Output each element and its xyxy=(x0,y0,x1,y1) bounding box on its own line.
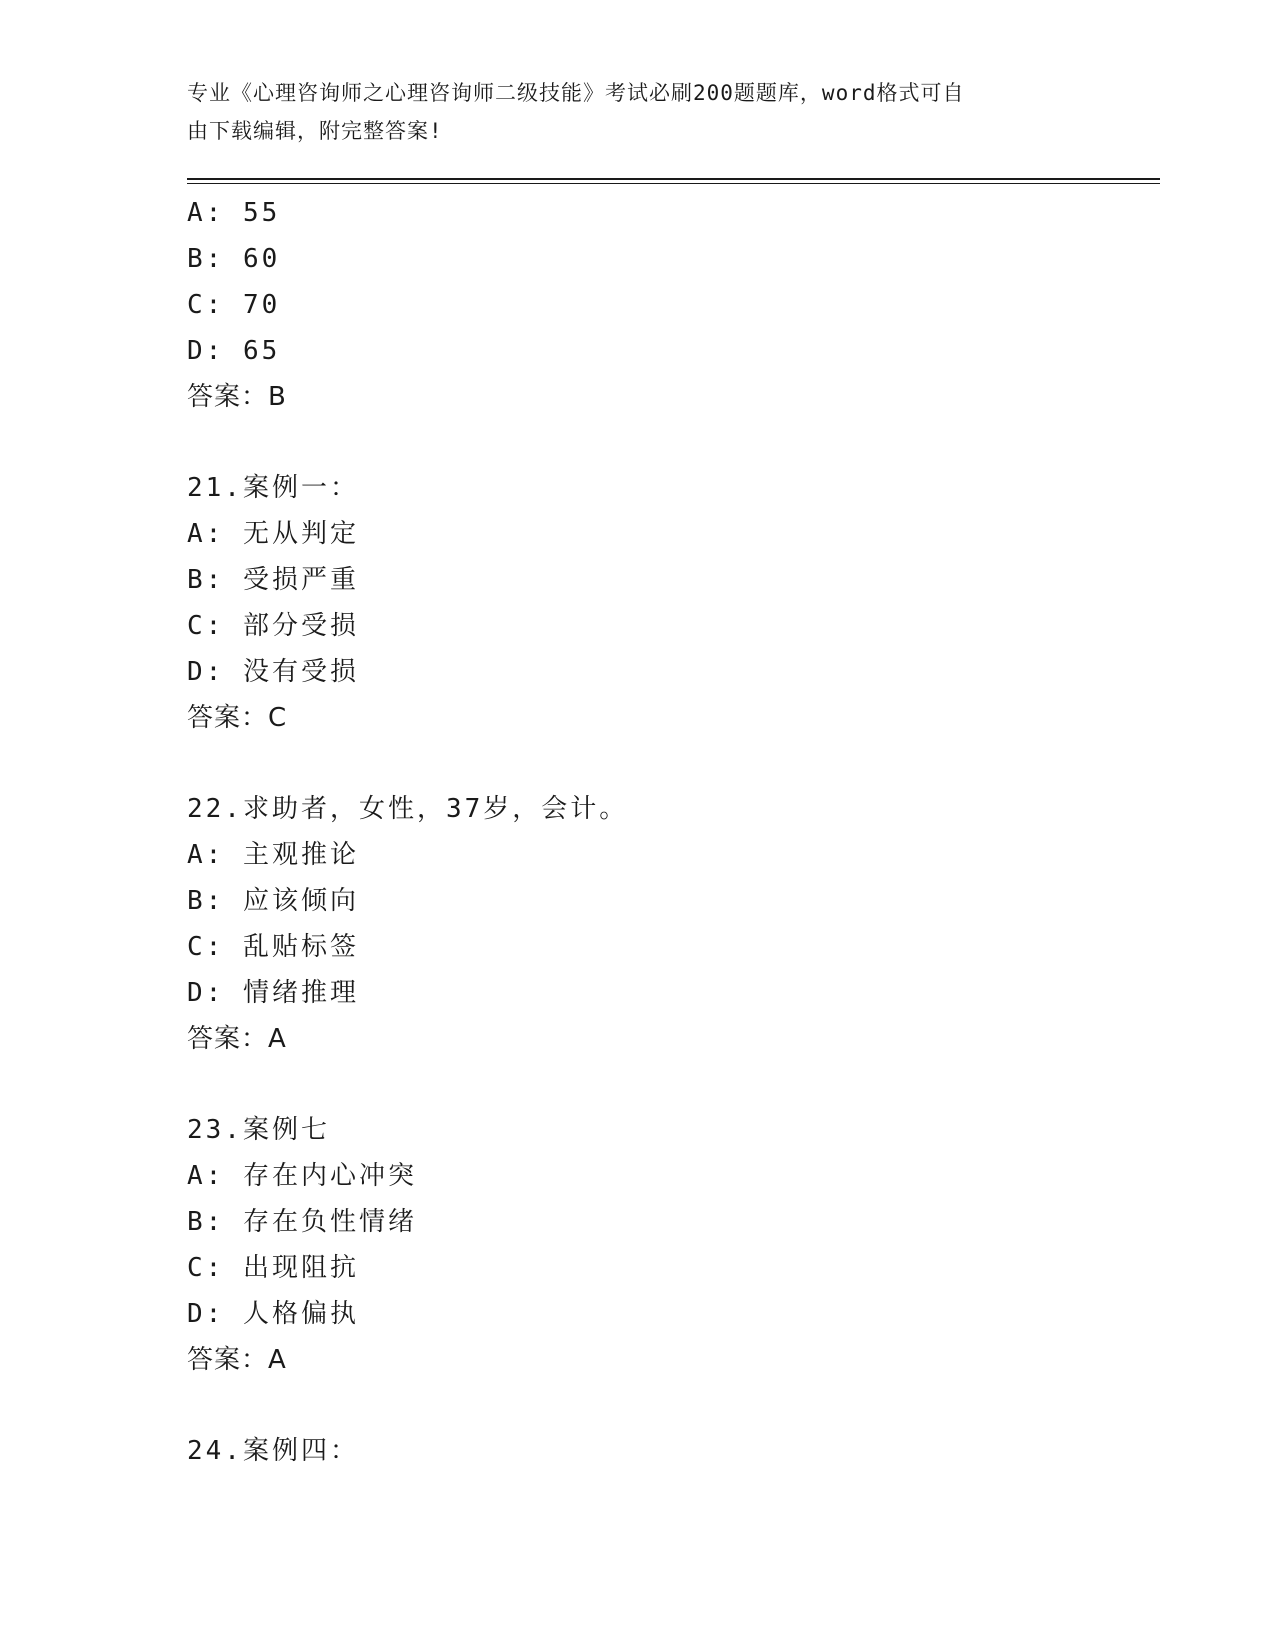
question-23 xyxy=(187,1107,1147,1383)
option-b: B: 应该倾向 xyxy=(187,886,359,916)
option-d: D: 人格偏执 xyxy=(187,1299,359,1329)
spacer xyxy=(187,1062,1147,1107)
answer: 答案：B xyxy=(187,382,287,412)
option-c: C: 70 xyxy=(187,290,281,320)
spacer xyxy=(187,1383,1147,1428)
answer: 答案：C xyxy=(187,703,288,733)
option-b: B: 受损严重 xyxy=(187,565,359,595)
option-d: D: 65 xyxy=(187,336,281,366)
option-c: C: 部分受损 xyxy=(187,611,359,641)
option-b: B: 60 xyxy=(187,244,281,274)
question-stem: 23.案例七 xyxy=(187,1115,330,1145)
option-b: B: 存在负性情绪 xyxy=(187,1207,417,1237)
question-24 xyxy=(187,1428,1147,1474)
option-a: A: 存在内心冲突 xyxy=(187,1161,417,1191)
answer: 答案：A xyxy=(187,1024,287,1054)
option-d: D: 没有受损 xyxy=(187,657,359,687)
option-d: D: 情绪推理 xyxy=(187,978,359,1008)
spacer xyxy=(187,741,1147,786)
question-stem: 22.求助者，女性，37岁，会计。 xyxy=(187,794,629,824)
option-c: C: 出现阻抗 xyxy=(187,1253,359,1283)
question-21 xyxy=(187,465,1147,741)
question-stem: 21.案例一： xyxy=(187,473,359,503)
question-block-continued xyxy=(187,190,1147,420)
header-divider-thick xyxy=(187,178,1160,180)
option-c: C: 乱贴标签 xyxy=(187,932,359,962)
answer: 答案：A xyxy=(187,1345,287,1375)
question-22 xyxy=(187,786,1147,1062)
document-header xyxy=(187,74,1067,150)
question-stem: 24.案例四： xyxy=(187,1436,359,1466)
option-a: A: 主观推论 xyxy=(187,840,359,870)
spacer xyxy=(187,420,1147,465)
option-a: A: 55 xyxy=(187,198,281,228)
option-a: A: 无从判定 xyxy=(187,519,359,549)
header-line-2: 由下载编辑，附完整答案! xyxy=(187,119,443,143)
header-line-1: 专业《心理咨询师之心理咨询师二级技能》考试必刷200题题库，word格式可自 xyxy=(187,81,965,105)
header-divider-thin xyxy=(187,183,1160,184)
question-list xyxy=(187,190,1147,1474)
